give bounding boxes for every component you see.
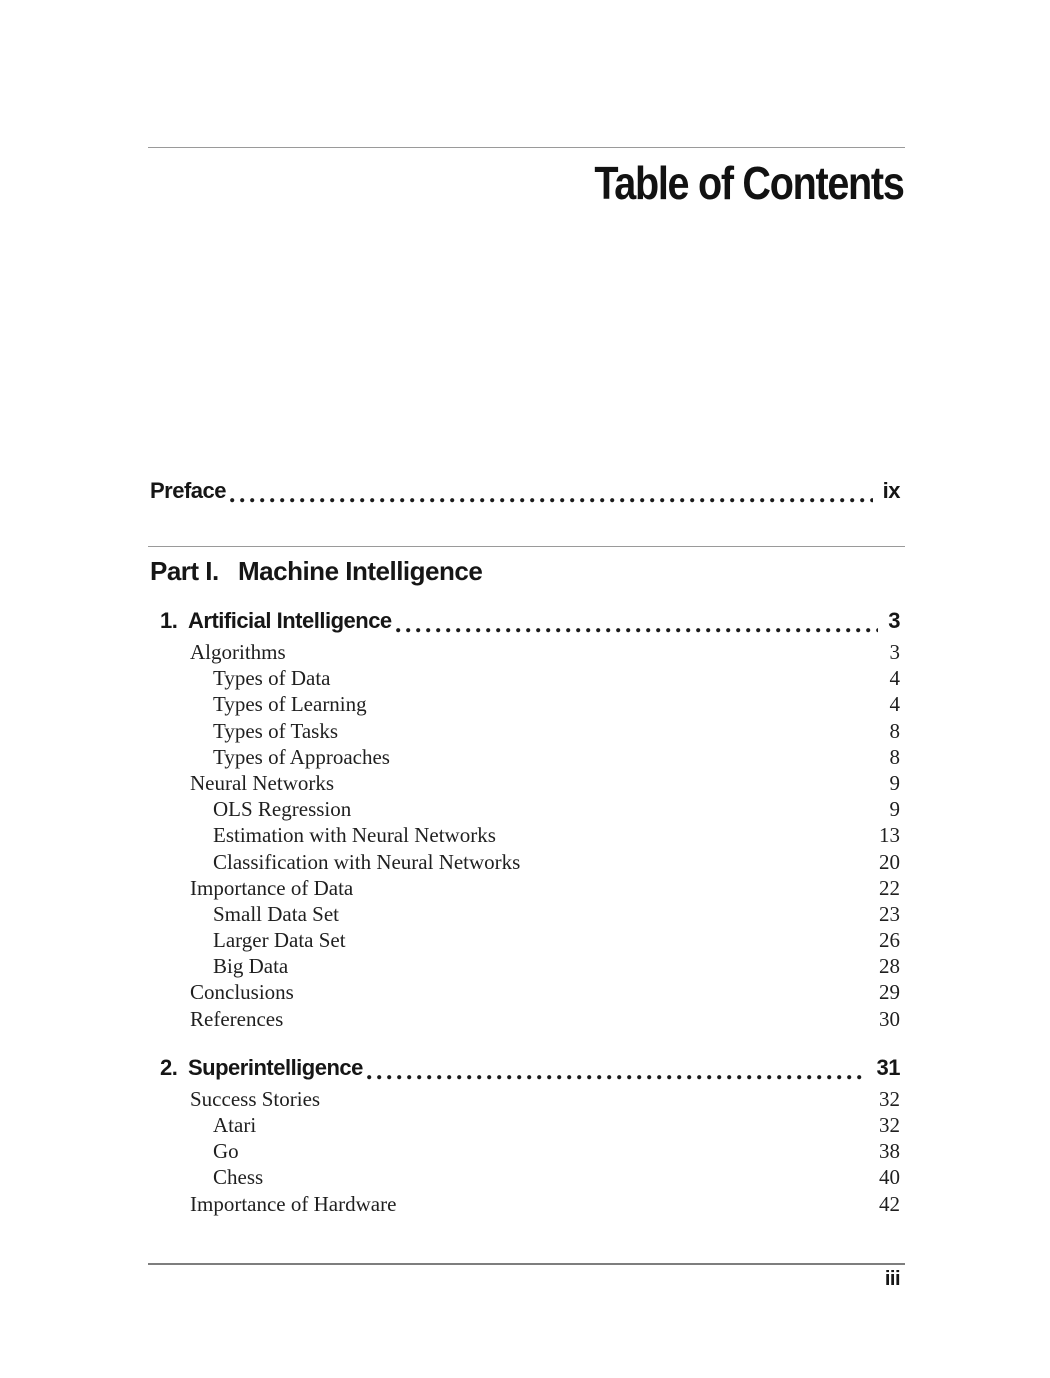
toc-item-page: 30 [879, 1006, 900, 1031]
part-label: Part I. [150, 556, 219, 586]
toc-item-page: 32 [879, 1113, 900, 1137]
toc-item-page: 40 [879, 1165, 900, 1190]
toc-item [150, 1007, 900, 1033]
toc-item [150, 954, 900, 980]
toc-item-label: Neural Networks [190, 770, 335, 795]
toc-item-label: Atari [213, 1113, 257, 1137]
toc-item [150, 745, 900, 771]
toc-item-page: 9 [889, 797, 900, 822]
toc-item-label: Go [213, 1139, 239, 1164]
preface-page-number: ix [882, 478, 900, 503]
page-title: Table of Contents [594, 157, 904, 209]
toc-item-page: 3 [889, 640, 900, 664]
chapter-number: 2. [160, 1054, 178, 1080]
toc-item [150, 1113, 900, 1139]
toc-item-page: 4 [889, 692, 900, 717]
toc-item [150, 640, 900, 666]
toc-item [150, 771, 900, 797]
toc-item [150, 1087, 900, 1113]
toc-item-label: Importance of Hardware [190, 1191, 397, 1216]
chapter-entry [150, 1055, 900, 1085]
toc-item [150, 692, 900, 718]
toc-item [150, 980, 900, 1006]
part-heading [150, 556, 900, 587]
dot-leader [230, 497, 873, 503]
toc-item [150, 797, 900, 823]
toc-item-label: Types of Data [213, 666, 331, 691]
toc-item-page: 42 [879, 1191, 900, 1216]
toc-item [150, 666, 900, 692]
toc-item-label: OLS Regression [213, 797, 352, 822]
toc-item-label: Big Data [213, 954, 289, 979]
chapter-list [150, 608, 900, 1218]
toc-item-page: 29 [879, 980, 900, 1005]
toc-item [150, 1165, 900, 1191]
chapter-page-number: 31 [876, 1054, 900, 1080]
toc-item-label: Chess [213, 1165, 264, 1190]
toc-item-label: Importance of Data [190, 875, 354, 900]
toc-item-page: 20 [879, 849, 900, 874]
toc-item-label: Algorithms [190, 640, 286, 664]
toc-item [150, 1192, 900, 1218]
chapter-page-number: 3 [888, 608, 900, 633]
toc-item-label: Types of Learning [213, 692, 367, 717]
toc-item-label: Estimation with Neural Networks [213, 823, 496, 848]
toc-item [150, 1139, 900, 1165]
toc-item-label: References [190, 1006, 284, 1031]
toc-item-page: 9 [889, 770, 900, 795]
toc-item-page: 13 [879, 823, 900, 848]
toc-item-page: 22 [879, 875, 900, 900]
toc-item-page: 28 [879, 954, 900, 979]
toc-item-page: 8 [889, 744, 900, 769]
part-divider-rule [148, 546, 905, 547]
toc-item-label: Small Data Set [213, 901, 339, 926]
toc-item-label: Types of Tasks [213, 718, 338, 743]
toc-item-page: 23 [879, 901, 900, 926]
toc-item [150, 876, 900, 902]
toc-item-label: Success Stories [190, 1086, 321, 1111]
toc-item-page: 26 [879, 928, 900, 953]
toc-item-label: Classification with Neural Networks [213, 849, 521, 874]
dot-leader [367, 1074, 867, 1080]
toc-item [150, 902, 900, 928]
top-rule [148, 147, 905, 148]
footer-rule [148, 1263, 905, 1265]
chapter-title: Superintelligence [188, 1054, 363, 1080]
toc-item-page: 32 [879, 1086, 900, 1111]
chapter-title: Artificial Intelligence [188, 608, 392, 633]
toc-item-label: Conclusions [190, 980, 294, 1005]
toc-item [150, 928, 900, 954]
preface-label: Preface [150, 478, 227, 503]
toc-item-label: Larger Data Set [213, 928, 346, 953]
toc-item [150, 719, 900, 745]
toc-item-page: 8 [889, 718, 900, 743]
toc-item-page: 4 [889, 666, 900, 691]
toc-item-label: Types of Approaches [213, 744, 390, 769]
chapter-number: 1. [160, 608, 178, 633]
toc-item [150, 850, 900, 876]
part-title: Machine Intelligence [238, 556, 483, 586]
preface-entry [150, 478, 900, 508]
footer-page-number: iii [884, 1268, 900, 1290]
chapter-entry [150, 608, 900, 638]
toc-item [150, 823, 900, 849]
dot-leader [396, 627, 879, 633]
toc-item-page: 38 [879, 1139, 900, 1164]
